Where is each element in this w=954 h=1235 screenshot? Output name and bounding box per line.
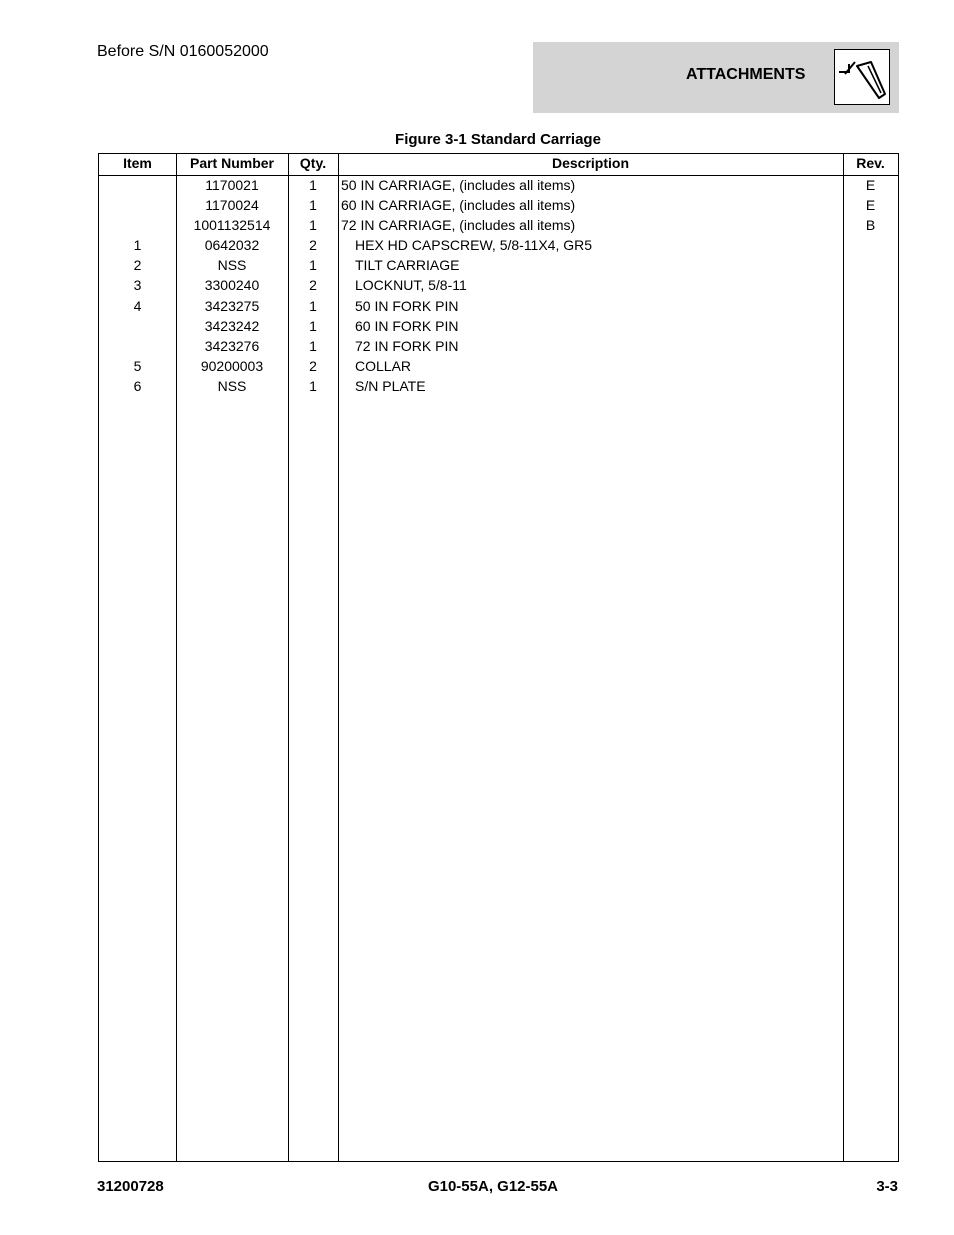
- table-row: [99, 297, 898, 317]
- qty-cell: 1: [309, 337, 317, 354]
- part-number-cell: 1170021: [205, 177, 259, 193]
- description-cell: HEX HD CAPSCREW, 5/8-11X4, GR5: [355, 237, 593, 254]
- qty-cell: 1: [309, 217, 317, 234]
- figure-title: Figure 3-1 Standard Carriage: [395, 131, 601, 148]
- description-cell: LOCKNUT, 5/8-11: [355, 277, 467, 294]
- table-body: [99, 176, 898, 397]
- qty-cell: 2: [309, 357, 317, 374]
- forklift-attachment-icon: [834, 49, 890, 105]
- table-row: [99, 377, 898, 397]
- qty-cell: 2: [309, 237, 317, 254]
- table-row: [99, 256, 898, 276]
- part-number-cell: NSS: [217, 257, 247, 274]
- page-number: 3-3: [876, 1178, 898, 1195]
- section-title: ATTACHMENTS: [686, 66, 806, 83]
- qty-cell: 1: [309, 177, 317, 193]
- part-number-cell: NSS: [217, 377, 247, 394]
- column-header-item: Item: [123, 155, 152, 171]
- table-row: [99, 216, 898, 236]
- qty-cell: 1: [309, 197, 317, 214]
- table-row: [99, 196, 898, 216]
- table-row: [99, 176, 898, 196]
- rev-cell: B: [865, 217, 876, 234]
- item-cell: 6: [133, 377, 142, 394]
- table-row: [99, 276, 898, 296]
- item-cell: 4: [133, 297, 142, 314]
- item-cell: 5: [133, 357, 142, 374]
- model-numbers: G10-55A, G12-55A: [427, 1178, 559, 1195]
- rev-cell: E: [865, 197, 876, 214]
- table-row: [99, 236, 898, 256]
- serial-number-range: Before S/N 0160052000: [97, 43, 269, 60]
- document-number: 31200728: [97, 1178, 164, 1195]
- description-cell: 60 IN CARRIAGE, (includes all items): [341, 197, 576, 214]
- table-row: [99, 357, 898, 377]
- column-header-part-number: Part Number: [189, 155, 275, 171]
- item-cell: 3: [133, 277, 142, 294]
- parts-table: [98, 153, 899, 1162]
- part-number-cell: 0642032: [204, 237, 260, 254]
- qty-cell: 2: [309, 277, 317, 294]
- qty-cell: 1: [309, 297, 317, 314]
- table-row: [99, 317, 898, 337]
- column-header-description: Description: [551, 155, 629, 171]
- item-cell: 1: [133, 237, 142, 254]
- column-header-qty: Qty.: [299, 155, 327, 171]
- part-number-cell: 1170024: [205, 197, 259, 214]
- qty-cell: 1: [309, 377, 317, 394]
- description-cell: 60 IN FORK PIN: [355, 317, 459, 334]
- qty-cell: 1: [309, 257, 317, 274]
- part-number-cell: 3423275: [204, 297, 260, 314]
- description-cell: 72 IN CARRIAGE, (includes all items): [341, 217, 576, 234]
- part-number-cell: 90200003: [200, 357, 264, 374]
- item-cell: 2: [133, 257, 142, 274]
- column-header-rev: Rev.: [856, 155, 885, 171]
- qty-cell: 1: [309, 317, 317, 334]
- part-number-cell: 3423276: [204, 337, 260, 354]
- table-header-row: [99, 154, 898, 176]
- description-cell: 50 IN CARRIAGE, (includes all items): [341, 177, 576, 193]
- description-cell: 50 IN FORK PIN: [355, 297, 459, 314]
- rev-cell: E: [865, 177, 876, 193]
- description-cell: TILT CARRIAGE: [355, 257, 460, 274]
- part-number-cell: 1001132514: [193, 217, 271, 234]
- description-cell: 72 IN FORK PIN: [355, 337, 459, 354]
- description-cell: S/N PLATE: [355, 377, 426, 394]
- table-row: [99, 337, 898, 357]
- part-number-cell: 3300240: [204, 277, 260, 294]
- part-number-cell: 3423242: [204, 317, 260, 334]
- description-cell: COLLAR: [355, 357, 412, 374]
